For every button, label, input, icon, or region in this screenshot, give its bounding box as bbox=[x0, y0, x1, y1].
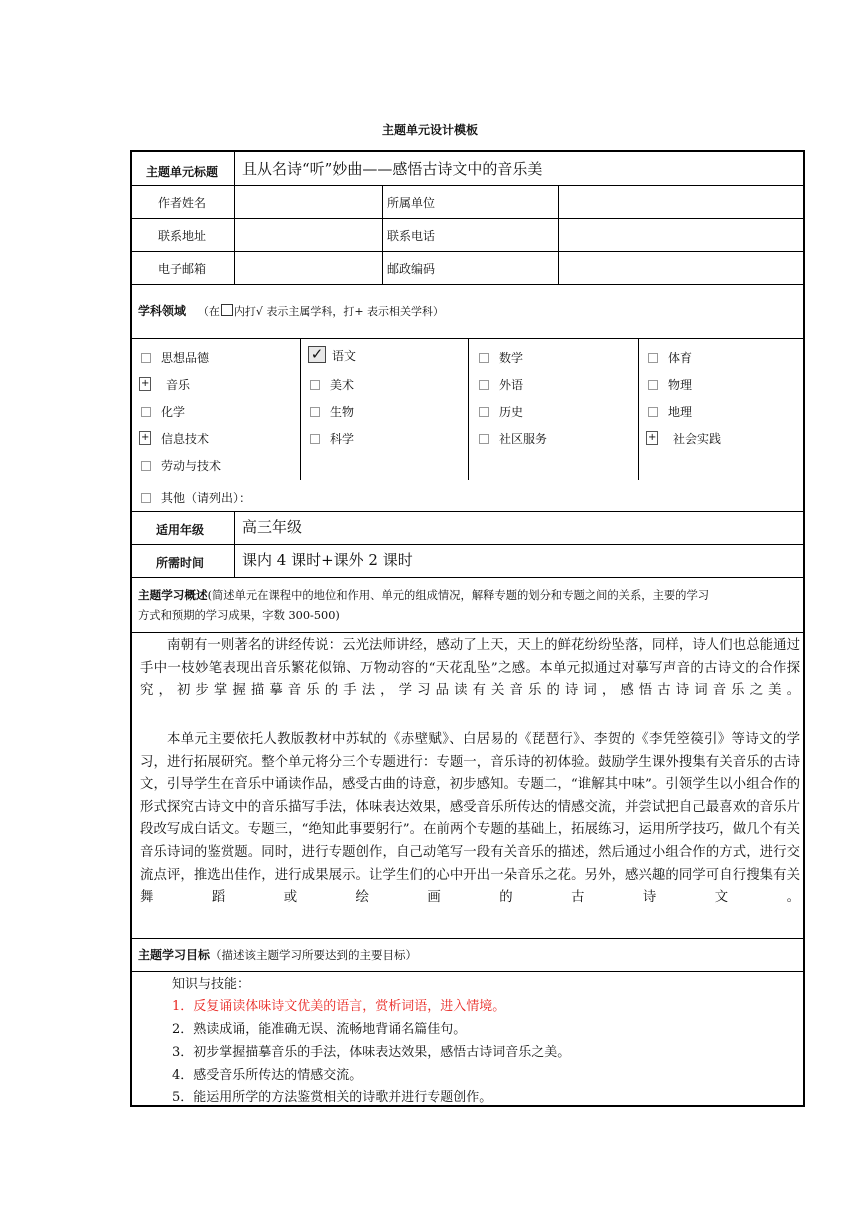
author-label: 作者姓名 bbox=[158, 196, 207, 210]
subject-label: 生物 bbox=[330, 405, 355, 419]
col-divider bbox=[558, 185, 559, 284]
checkbox-icon[interactable] bbox=[648, 407, 658, 417]
goals-heading: 主题学习目标 bbox=[138, 948, 211, 962]
subject-heading: 学科领域 bbox=[138, 304, 187, 318]
overview-paragraph: 本单元主要依托人教版教材中苏轼的《赤壁赋》、白居易的《琵琶行》、李贺的《李凭箜篌引》等诗文的学习，进行拓展研究。整个单元将分三个专题进行：专题一，音乐诗的初体验。鼓励学生课外搜集有关音乐的古诗文，引导学生在音乐中诵读作品，感受古曲的诗意，初步感知。专题二，“谁解其中味”。引领学生以小组合作的形式探究古诗文中的音乐描写手法，体味表达效果，感受音乐所传达的情感交流，并尝试把自己最喜欢的音乐片段改写成白话文。专题三，“绝知此事要躬行”。在前两个专题的基础上，拓展练习，运用所学技巧，做几个有关音乐诗词的鉴赏题。同时，进行专题创作，自己动笔写一段有关音乐的描述，然后通过小组合作的方式，进行交流点评，推选出佳作，进行成果展示。让学生们的心中开出一朵音乐之花。另外，感兴趣的同学可自行搜集有关舞蹈或绘画的古诗文。 bbox=[140, 732, 800, 906]
goal-item: 2．熟读成诵，能准确无误、流畅地背诵名篇佳句。 bbox=[172, 1022, 467, 1037]
email-label: 电子邮箱 bbox=[158, 262, 207, 276]
row-divider bbox=[132, 971, 803, 972]
plus-checkbox-icon[interactable]: + bbox=[141, 378, 150, 389]
subject-label: 地理 bbox=[668, 405, 693, 419]
subject-heading-row bbox=[138, 304, 444, 319]
unit-title-label: 主题单元标题 bbox=[146, 165, 219, 179]
col-divider bbox=[468, 338, 469, 480]
row-divider bbox=[132, 577, 803, 578]
row-divider bbox=[132, 511, 803, 512]
checkbox-icon[interactable] bbox=[141, 461, 151, 471]
grade-label: 适用年级 bbox=[156, 523, 205, 537]
col-divider bbox=[300, 338, 301, 480]
plus-checkbox-icon[interactable]: + bbox=[648, 432, 657, 443]
overview-note: (简述单元在课程中的地位和作用、单元的组成情况，解释专题的划分和专题之间的关系，主要的学习 bbox=[207, 589, 710, 602]
checkbox-icon[interactable] bbox=[479, 380, 489, 390]
goal-item: 3．初步掌握描摹音乐的手法，体味表达效果，感悟古诗词音乐之美。 bbox=[172, 1045, 571, 1060]
checkbox-icon[interactable] bbox=[648, 353, 658, 363]
checkmark-checkbox-icon[interactable]: ✓ bbox=[308, 346, 326, 363]
time-value: 课内 4 课时+课外 2 课时 bbox=[242, 551, 413, 569]
subject-label: 历史 bbox=[499, 405, 524, 419]
checkbox-icon[interactable] bbox=[648, 380, 658, 390]
row-divider bbox=[132, 938, 803, 939]
phone-label: 联系电话 bbox=[387, 229, 436, 243]
subject-label: 社会实践 bbox=[673, 432, 722, 446]
unit-title-value: 且从名诗“听”妙曲——感悟古诗文中的音乐美 bbox=[242, 160, 543, 178]
subject-label: 外语 bbox=[499, 378, 524, 392]
subject-label: 语文 bbox=[332, 349, 357, 363]
subject-label: 思想品德 bbox=[161, 351, 210, 365]
goal-item: 4．感受音乐所传达的情感交流。 bbox=[172, 1068, 363, 1083]
subject-label: 体育 bbox=[668, 351, 693, 365]
checkbox-icon bbox=[221, 304, 233, 316]
time-label: 所需时间 bbox=[156, 556, 205, 570]
goals-heading-row bbox=[138, 948, 417, 962]
col-divider bbox=[234, 152, 235, 185]
subject-label: 化学 bbox=[161, 405, 186, 419]
goal-item: 1．反复诵读体味诗文优美的语言，赏析词语，进入情境。 bbox=[172, 999, 506, 1014]
subject-other-label: 其他（请列出）： bbox=[161, 491, 252, 505]
subject-label: 音乐 bbox=[166, 378, 191, 392]
checkbox-icon[interactable] bbox=[310, 434, 320, 444]
subject-note-b: 内打√ 表示主属学科，打+ 表示相关学科） bbox=[233, 305, 445, 318]
subject-label: 科学 bbox=[330, 432, 355, 446]
subject-note-a: （在 bbox=[197, 305, 220, 318]
goals-note: （描述该主题学习所要达到的主要目标） bbox=[210, 948, 418, 962]
row-divider bbox=[132, 185, 803, 186]
row-divider bbox=[132, 218, 803, 219]
document-title: 主题单元设计模板 bbox=[381, 123, 478, 137]
goal-item: 5．能运用所学的方法鉴赏相关的诗歌并进行专题创作。 bbox=[172, 1090, 493, 1105]
col-divider bbox=[382, 185, 383, 284]
checkbox-icon[interactable] bbox=[310, 380, 320, 390]
row-divider bbox=[132, 251, 803, 252]
overview-heading-row bbox=[138, 588, 709, 603]
unit-design-table bbox=[130, 150, 805, 1107]
col-divider bbox=[234, 511, 235, 577]
col-divider bbox=[638, 338, 639, 480]
checkbox-icon[interactable] bbox=[141, 353, 151, 363]
address-label: 联系地址 bbox=[158, 229, 207, 243]
checkbox-icon[interactable] bbox=[479, 434, 489, 444]
checkbox-icon[interactable] bbox=[479, 407, 489, 417]
subject-label: 物理 bbox=[668, 378, 693, 392]
row-divider bbox=[132, 544, 803, 545]
plus-checkbox-icon[interactable]: + bbox=[141, 432, 150, 443]
checkbox-icon[interactable] bbox=[479, 353, 489, 363]
overview-note-line2: 方式和预期的学习成果，字数 300-500) bbox=[138, 609, 340, 622]
col-divider bbox=[234, 185, 235, 284]
grade-value: 高三年级 bbox=[242, 518, 303, 536]
overview-heading: 主题学习概述 bbox=[138, 588, 208, 602]
overview-paragraph: 南朝有一则著名的讲经传说：云光法师讲经，感动了上天，天上的鲜花纷纷坠落，同样，诗人们也总能通过手中一枝妙笔表现出音乐繁花似锦、万物动容的“天花乱坠”之感。本单元拟通过对摹写声音的古诗文的合作探究，初步掌握描摹音乐的手法，学习品读有关音乐的诗词，感悟古诗词音乐之美。 bbox=[140, 638, 800, 699]
subject-label: 信息技术 bbox=[161, 432, 210, 446]
subject-label: 社区服务 bbox=[499, 432, 548, 446]
checkbox-icon[interactable] bbox=[141, 493, 151, 503]
postcode-label: 邮政编码 bbox=[387, 262, 436, 276]
checkbox-icon[interactable] bbox=[310, 407, 320, 417]
row-divider bbox=[132, 632, 803, 633]
subject-label: 数学 bbox=[499, 351, 524, 365]
subject-label: 劳动与技术 bbox=[161, 459, 222, 473]
subject-label: 美术 bbox=[330, 378, 355, 392]
checkbox-icon[interactable] bbox=[141, 407, 151, 417]
row-divider bbox=[132, 284, 803, 285]
unit-label: 所属单位 bbox=[387, 196, 436, 210]
goals-intro: 知识与技能： bbox=[172, 977, 251, 992]
